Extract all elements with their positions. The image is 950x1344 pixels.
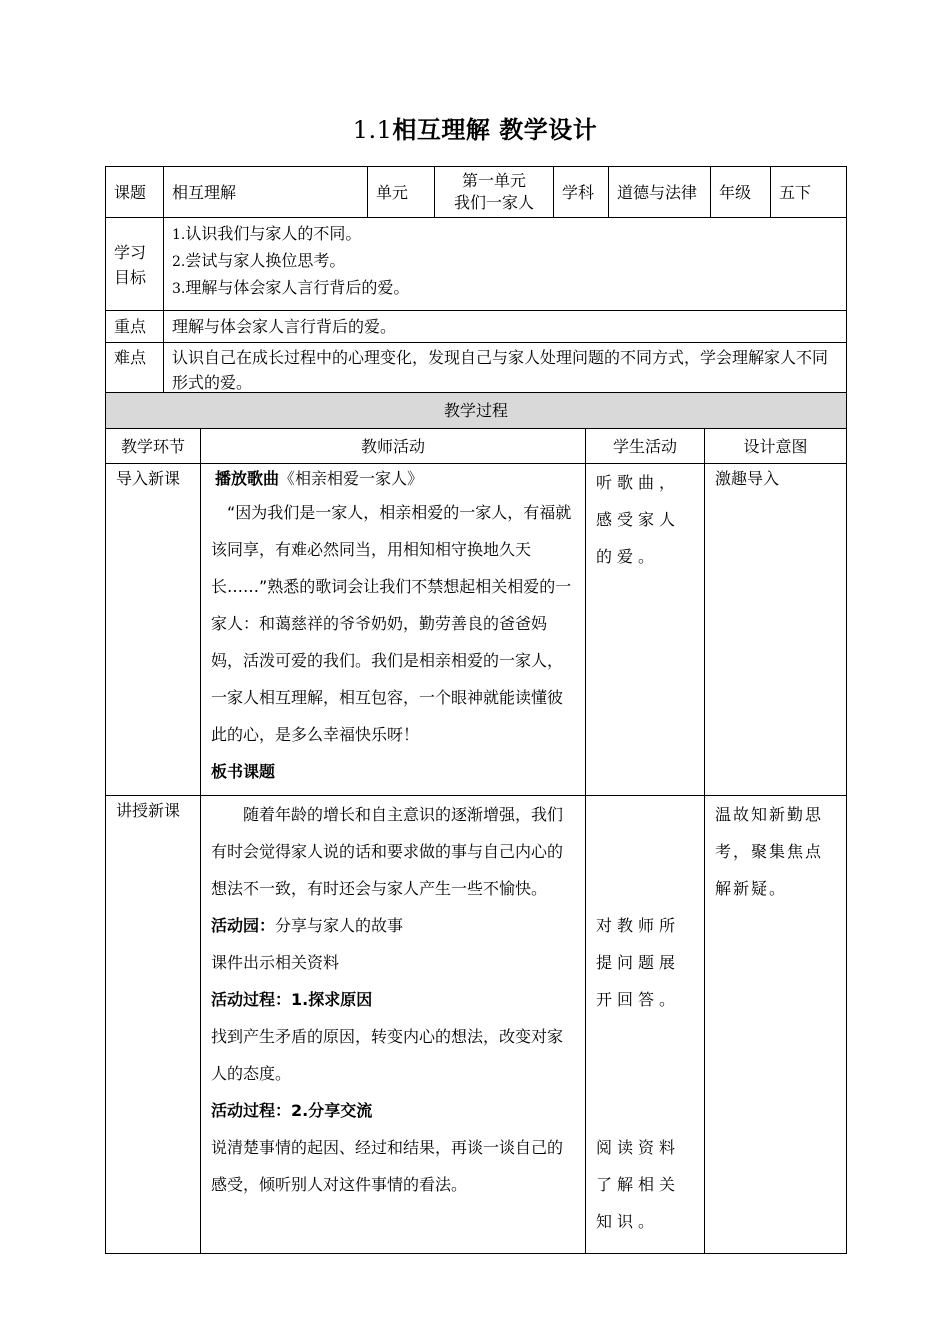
goals-row	[106, 218, 847, 311]
goal-text: 尝试与家人换位思考。	[185, 251, 346, 270]
goal-text: 认识我们与家人的不同。	[185, 224, 362, 243]
process-columns-row	[106, 429, 847, 464]
step1-text: 找到产生矛盾的原因，转变内心的想法，改变对家人的态度。	[211, 1027, 564, 1083]
difficulty-row	[106, 343, 847, 396]
intro-teacher	[201, 464, 586, 796]
discipline-label: 学科	[554, 167, 609, 218]
key-point-row	[106, 311, 847, 343]
grade-label: 年级	[711, 167, 771, 218]
goal-number: 2.	[172, 254, 186, 270]
info-table	[105, 166, 847, 396]
goals-label	[106, 218, 164, 311]
goals-label-line1: 学习	[114, 243, 147, 262]
column-student: 学生活动	[586, 429, 705, 464]
grade-value: 五下	[771, 167, 847, 218]
unit-value-line1: 第一单元	[461, 171, 526, 190]
subject-value: 相互理解	[164, 167, 368, 218]
goal-text: 理解与体会家人言行背后的爱。	[185, 278, 410, 297]
difficulty-label: 难点	[106, 343, 164, 396]
intro-stage: 导入新课	[106, 464, 201, 796]
unit-label: 单元	[368, 167, 435, 218]
process-heading-row	[106, 393, 847, 429]
lecture-intent: 温故知新勤思考，聚集焦点解新疑。	[705, 796, 847, 1254]
intro-teacher-text: “因为我们是一家人，相亲相爱的一家人，有福就该同享，有难必然同当，用相知相守换地久天长……”熟悉的歌词会让我们不禁想起相关相爱的一家人：和蔼慈祥的爷爷奶奶，勤劳善良的爸爸妈妈，活泼可爱的我们。我们是相亲相爱的一家人，一家人相互理解，相互包容，一个眼神就能读懂彼此的心，是多么幸福快乐呀！	[211, 503, 572, 744]
intro-heading-bold: 播放歌曲	[215, 469, 280, 488]
lecture-student-2: 阅读资料了解相关知识。	[596, 1138, 681, 1231]
intro-teacher-footer: 板书课题	[211, 762, 276, 781]
intro-heading-rest: 《相亲相爱一家人》	[279, 469, 424, 488]
lecture-teacher-p1: 随着年龄的增长和自主意识的逐渐增强，我们有时会觉得家人说的话和要求做的事与自己内心的想法不一致，有时还会与家人产生一些不愉快。	[211, 805, 564, 898]
title-number: 1.1	[352, 116, 393, 144]
intro-row	[106, 464, 847, 796]
goal-item	[172, 221, 838, 248]
lecture-teacher	[201, 796, 586, 1254]
step2-text: 说清楚事情的起因、经过和结果，再谈一谈自己的感受，倾听别人对这件事情的看法。	[211, 1138, 564, 1194]
lecture-student	[586, 796, 705, 1254]
lecture-row	[106, 796, 847, 1254]
page-title	[0, 110, 950, 145]
goal-item	[172, 275, 838, 302]
step1-label: 活动过程：1.探求原因	[211, 990, 373, 1009]
info-header-row	[106, 167, 847, 218]
lecture-student-1: 对教师所提问题展开回答。	[596, 916, 681, 1009]
unit-value-line2: 我们一家人	[453, 193, 534, 212]
column-stage: 教学环节	[106, 429, 201, 464]
step2-label: 活动过程：2.分享交流	[211, 1101, 373, 1120]
lecture-activity	[211, 907, 575, 944]
intro-student: 听歌曲，感受家人的爱。	[586, 464, 705, 796]
goal-number: 1.	[172, 227, 186, 243]
key-point-label: 重点	[106, 311, 164, 343]
subject-label: 课题	[106, 167, 164, 218]
process-heading: 教学过程	[106, 393, 847, 429]
difficulty-text: 认识自己在成长过程中的心理变化，发现自己与家人处理问题的不同方式，学会理解家人不同形式的爱。	[164, 343, 847, 396]
discipline-value: 道德与法律	[609, 167, 711, 218]
goal-number: 3.	[172, 281, 186, 297]
goals-label-line2: 目标	[114, 268, 147, 287]
title-text: 相互理解 教学设计	[392, 116, 598, 144]
column-intent: 设计意图	[705, 429, 847, 464]
process-table	[105, 392, 847, 1254]
goals-list	[164, 218, 847, 311]
key-point-text: 理解与体会家人言行背后的爱。	[164, 311, 847, 343]
intro-intent: 激趣导入	[705, 464, 847, 796]
activity-text: 分享与家人的故事	[275, 916, 404, 935]
lecture-stage: 讲授新课	[106, 796, 201, 1254]
column-teacher: 教师活动	[201, 429, 586, 464]
unit-value	[435, 167, 554, 218]
lecture-courseware: 课件出示相关资料	[211, 953, 340, 972]
activity-label: 活动园：	[211, 916, 276, 935]
goal-item	[172, 248, 838, 275]
